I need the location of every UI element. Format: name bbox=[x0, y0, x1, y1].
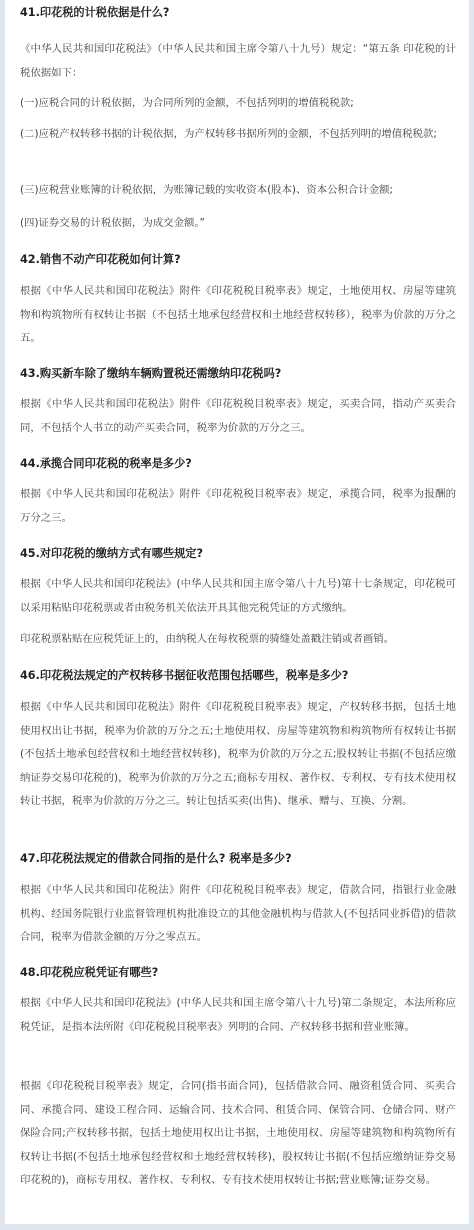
question-heading: 42.销售不动产印花税如何计算? bbox=[20, 253, 181, 266]
right-border bbox=[469, 0, 474, 1230]
answer-paragraph: 根据《中华人民共和国印花税法》附件《印花税税目税率表》规定，借款合同，指银行业金融机构、经国务院银行业监督管理机构批准设立的其他金融机构与借款人(不包括同业拆借)的借款合同，税率为借款金额的万分之零点五。 bbox=[20, 884, 456, 943]
answer-paragraph: 根据《中华人民共和国印花税法》附件《印花税税目税率表》规定，土地使用权、房屋等建筑物和构筑物所有权转让书据（不包括土地承包经营权和土地经营权转移），税率为价款的万分之五。 bbox=[20, 285, 456, 344]
question-heading: 47.印花税法规定的借款合同指的是什么? 税率是多少? bbox=[20, 852, 292, 865]
answer-paragraph: 根据《中华人民共和国印花税法》附件《印花税税目税率表》规定，产权转移书据，包括土地使用权出让书据，税率为价款的万分之五;土地使用权、房屋等建筑物和构筑物所有权转让书据(不包括土地承包经营权和土地经营权转移)，税率为价款的万分之五;股权转让书据(不包括应缴纳证券交易印花税的)，税率为价款的万分之五;商标专用权、著作权、专利权、专有技术使用权转让书据，税率为价款的万分之三。转让包括买卖(出售)、继承、赠与、互换、分割。 bbox=[20, 701, 456, 807]
answer-paragraph: 根据《中华人民共和国印花税法》(中华人民共和国主席令第八十九号)第十七条规定，印花税可以采用粘贴印花税票或者由税务机关依法开具其他完税凭证的方式缴纳。 bbox=[20, 578, 456, 614]
answer-paragraph: 《中华人民共和国印花税法》（中华人民共和国主席令第八十九号）规定：“第五条 印花税的计税依据如下： bbox=[20, 43, 456, 79]
question-heading: 45.对印花税的缴纳方式有哪些规定? bbox=[20, 547, 203, 560]
question-heading: 48.印花税应税凭证有哪些? bbox=[20, 966, 159, 979]
answer-paragraph: (四)证券交易的计税依据，为成交金额。” bbox=[20, 217, 205, 229]
left-border bbox=[0, 0, 5, 1230]
answer-paragraph: 印花税票粘贴在应税凭证上的，由纳税人在每枚税票的骑缝处盖戳注销或者画销。 bbox=[20, 633, 395, 645]
answer-paragraph: 根据《中华人民共和国印花税法》(中华人民共和国主席令第八十九号)第二条规定，本法所称应税凭证，是指本法所附《印花税税目税率表》列明的合同、产权转移书据和营业账簿。 bbox=[20, 997, 456, 1033]
question-heading: 41.印花税的计税依据是什么? bbox=[20, 6, 170, 19]
answer-paragraph: 根据《中华人民共和国印花税法》附件《印花税税目税率表》规定，承揽合同，税率为报酬的万分之三。 bbox=[20, 488, 456, 524]
question-heading: 44.承揽合同印花税的税率是多少? bbox=[20, 457, 192, 470]
answer-paragraph: 根据《中华人民共和国印花税法》附件《印花税税目税率表》规定，买卖合同，指动产买卖合同，不包括个人书立的动产买卖合同，税率为价款的万分之三。 bbox=[20, 398, 456, 434]
bottom-border bbox=[0, 1224, 474, 1230]
answer-paragraph: 根据《印花税税目税率表》规定，合同(指书面合同)，包括借款合同、融资租赁合同、买卖合同、承揽合同、建设工程合同、运输合同、技术合同、租赁合同、保管合同、仓储合同、财产保险合同;产权转移书据，包括土地使用权出让书据，土地使用权、房屋等建筑物和构筑物所有权转让书据(不包括土地承包经营权和土地经营权转移)，股权转让书据(不包括应缴纳证券交易印花税的)，商标专用权、著作权、专利权、专有技术使用权转让书据;营业账簿;证券交易。 bbox=[20, 1080, 456, 1186]
answer-paragraph: (一)应税合同的计税依据，为合同所列的金额，不包括列明的增值税税款; bbox=[20, 97, 354, 109]
answer-paragraph: (三)应税营业账簿的计税依据，为账簿记载的实收资本(股本)、资本公积合计金额; bbox=[20, 184, 393, 196]
question-heading: 43.购买新车除了缴纳车辆购置税还需缴纳印花税吗? bbox=[20, 367, 282, 380]
question-heading: 46.印花税法规定的产权转移书据征收范围包括哪些，税率是多少? bbox=[20, 669, 349, 682]
answer-paragraph: (二)应税产权转移书据的计税依据，为产权转移书据所列的金额，不包括列明的增值税税款; bbox=[20, 128, 437, 140]
